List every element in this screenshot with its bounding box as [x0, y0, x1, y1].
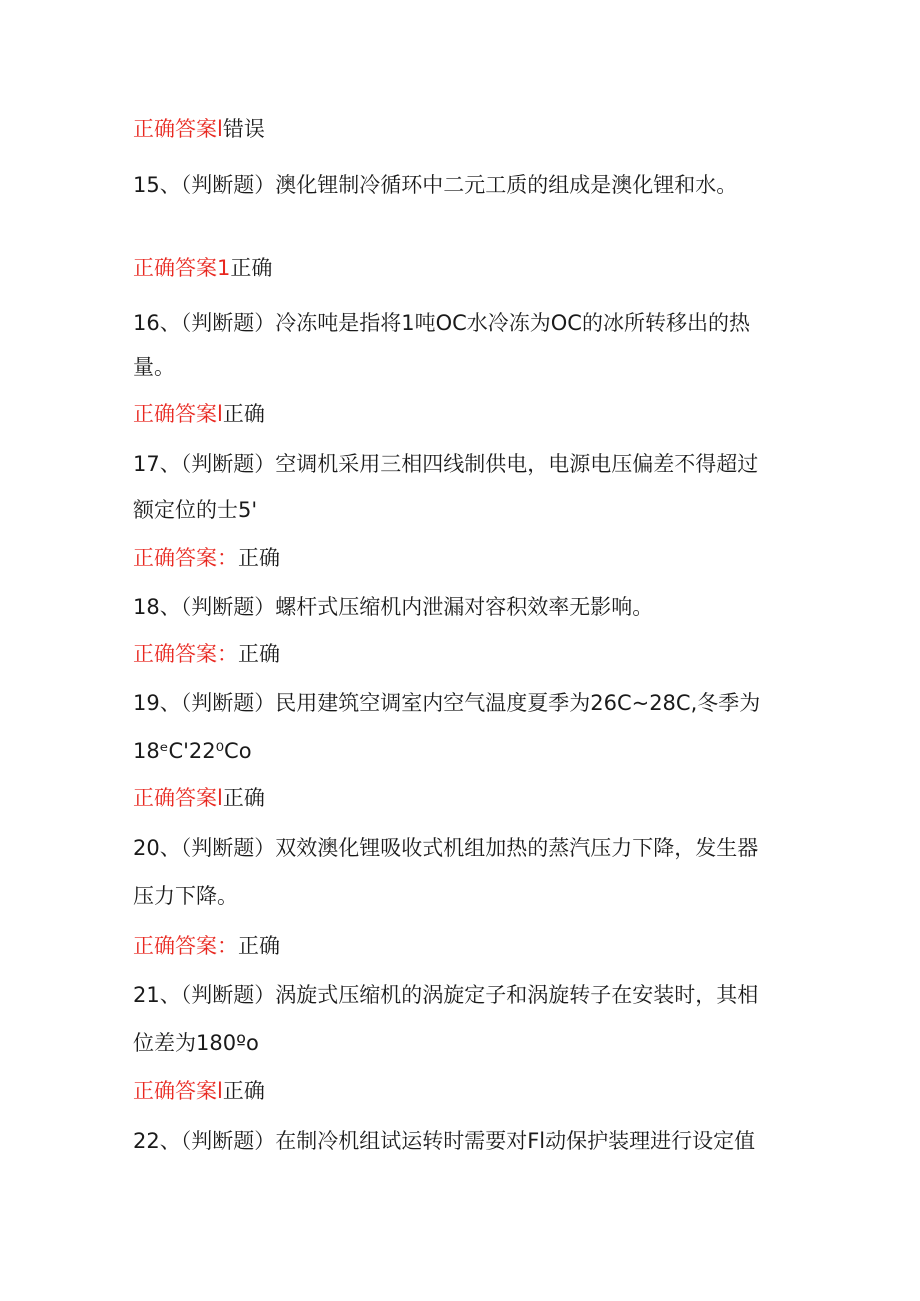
question-22: 22、（判断题）在制冷机组试运转时需要对Fl动保护装理进行设定值 [133, 1129, 756, 1153]
answer-line [133, 255, 272, 281]
answer-label: 正确答案： [133, 642, 238, 666]
answer-value: 正确 [222, 786, 265, 810]
question-19: 19、（判断题）民用建筑空调室内空气温度夏季为26C~28C,冬季为 [133, 691, 761, 715]
answer-value: 正确 [238, 934, 280, 958]
answer-label: 正确答案1 [133, 256, 231, 280]
answer-line [133, 933, 280, 959]
answer-value: 正确 [238, 546, 280, 570]
answer-label: 正确答案l [133, 402, 223, 426]
answer-line [133, 1078, 265, 1104]
question-17-continued: 额定位的士5' [133, 498, 258, 522]
answer-label: 正确答案： [133, 546, 238, 570]
answer-line [133, 116, 265, 142]
answer-label: 正确答案l [133, 786, 223, 810]
answer-line [133, 785, 265, 811]
question-18: 18、（判断题）螺杆式压缩机内泄漏对容积效率无影响。 [133, 595, 654, 619]
answer-value: 正确 [230, 256, 273, 280]
answer-label: 正确答案： [133, 934, 238, 958]
question-20-continued: 压力下降。 [133, 884, 238, 908]
question-21: 21、（判断题）涡旋式压缩机的涡旋定子和涡旋转子在安装时，其相 [133, 983, 759, 1007]
question-15: 15、（判断题）澳化锂制冷循环中二元工质的组成是澳化锂和水。 [133, 173, 738, 197]
question-20: 20、（判断题）双效澳化锂吸收式机组加热的蒸汽压力下降，发生器 [133, 836, 759, 860]
question-21-continued: 位差为180ºo [133, 1031, 259, 1055]
question-16: 16、（判断题）冷冻吨是指将1吨OC水冷冻为OC的冰所转移出的热 [133, 311, 750, 335]
answer-value: 正确 [222, 402, 265, 426]
answer-line [133, 401, 265, 427]
answer-value: 正确 [238, 642, 280, 666]
question-16-continued: 量。 [133, 355, 175, 379]
answer-line [133, 641, 280, 667]
question-17: 17、（判断题）空调机采用三相四线制供电，电源电压偏差不得超过 [133, 452, 759, 476]
answer-label: 正确答案l [133, 117, 223, 141]
answer-line [133, 545, 280, 571]
question-19-continued: 18ᵉC'22⁰Co [133, 739, 252, 763]
answer-value: 错误 [222, 117, 265, 141]
answer-value: 正确 [222, 1079, 265, 1103]
answer-label: 正确答案l [133, 1079, 223, 1103]
